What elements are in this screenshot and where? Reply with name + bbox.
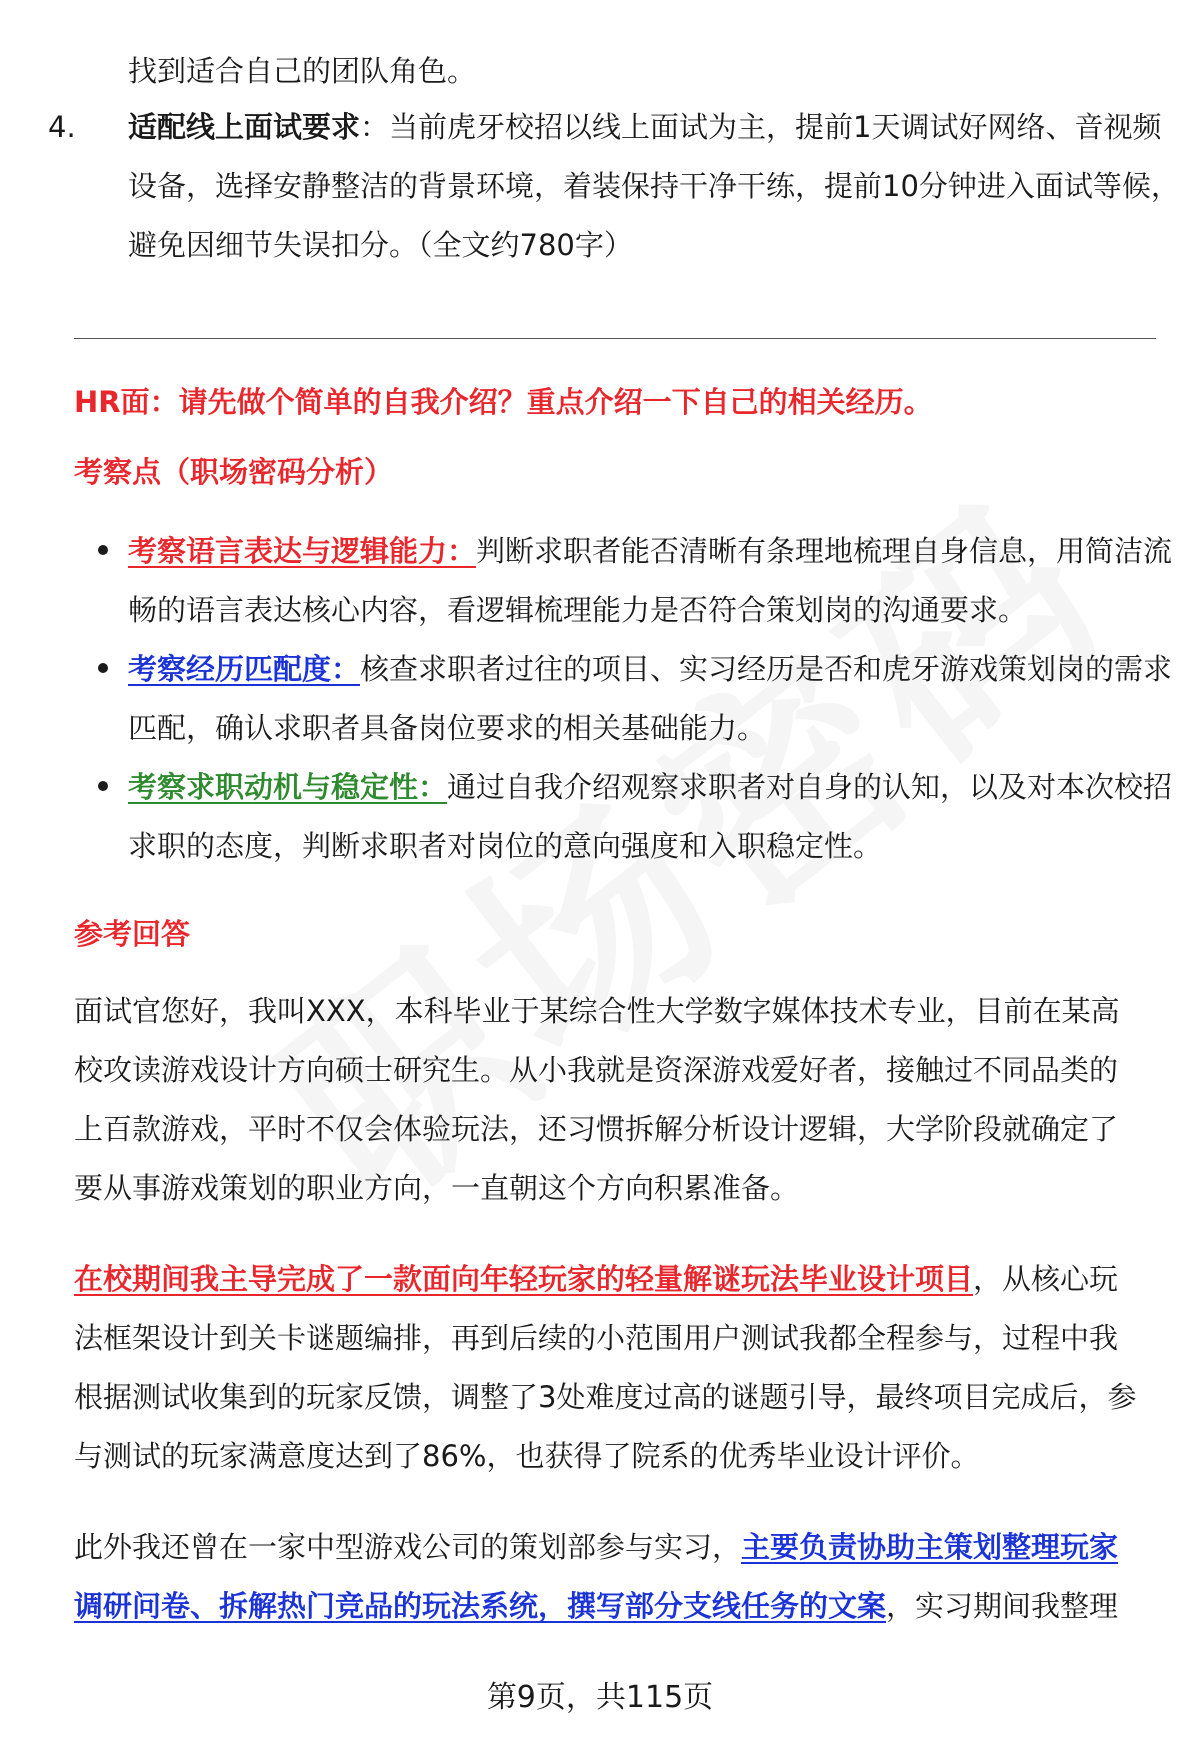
hr-question: HR面：请先做个简单的自我介绍？重点介绍一下自己的相关经历。 (74, 385, 933, 419)
assessment-point-1 (98, 522, 1174, 640)
answer-heading: 参考回答 (74, 917, 191, 951)
list-item-title: 适配线上面试要求 (128, 110, 361, 144)
point-title: 考察求职动机与稳定性： (128, 770, 448, 804)
highlight-text: 在校期间我主导完成了一款面向年轻玩家的轻量解谜玩法毕业设计项目 (74, 1262, 974, 1296)
answer-paragraph-3 (74, 1518, 1144, 1636)
answer-paragraph-2 (74, 1250, 1144, 1486)
point-title: 考察语言表达与逻辑能力： (128, 534, 477, 568)
bullet-icon (98, 545, 108, 555)
point-text: 判断求职者能否清晰有条理地梳理自身信息，用简洁流畅的语言表达核心内容，看逻辑梳理能力是否符合策划岗的沟通要求。 (128, 534, 1173, 627)
highlight-text: 主要负责协助主策划整理玩家调研问卷、拆解热门竞品的玩法系统，撰写部分支线任务的文案 (74, 1530, 1119, 1623)
assessment-point-2 (98, 640, 1174, 758)
divider (74, 338, 1156, 339)
page-footer: 第9页，共115页 (486, 1680, 714, 1715)
list-number: 4. (48, 110, 76, 144)
point-title: 考察经历匹配度： (128, 652, 361, 686)
intro-continuation: 找到适合自己的团队角色。 (128, 54, 477, 88)
answer-paragraph-1: 面试官您好，我叫XXX，本科毕业于某综合性大学数字媒体技术专业，目前在某高校攻读游戏设计方向硕士研究生。从小我就是资深游戏爱好者，接触过不同品类的上百款游戏，平时不仅会体验玩法，还习惯拆解分析设计逻辑，大学阶段就确定了要从事游戏策划的职业方向，一直朝这个方向积累准备。 (74, 994, 1120, 1205)
bullet-icon (98, 663, 108, 673)
paragraph-text: ，从核心玩法框架设计到关卡谜题编排，再到后续的小范围用户测试我都全程参与，过程中我根据测试收集到的玩家反馈，调整了3处难度过高的谜题引导，最终项目完成后，参与测试的玩家满意度达到了86%，也获得了院系的优秀毕业设计评价。 (74, 1262, 1137, 1473)
list-item-4 (48, 98, 1184, 275)
list-item-text: ：当前虎牙校招以线上面试为主，提前1天调试好网络、音视频设备，选择安静整洁的背景环境，着装保持干净干练，提前10分钟进入面试等候，避免因细节失误扣分。（全文约780字） (128, 110, 1180, 262)
point-text: 核查求职者过往的项目、实习经历是否和虎牙游戏策划岗的需求匹配，确认求职者具备岗位要求的相关基础能力。 (128, 652, 1173, 745)
paragraph-text-end: ，实习期间我整理 (886, 1589, 1119, 1623)
point-text: 通过自我介绍观察求职者对自身的认知，以及对本次校招求职的态度，判断求职者对岗位的意向强度和入职稳定性。 (128, 770, 1173, 863)
assessment-heading: 考察点（职场密码分析） (74, 455, 394, 489)
bullet-icon (98, 781, 108, 791)
paragraph-text: 此外我还曾在一家中型游戏公司的策划部参与实习， (74, 1530, 742, 1564)
assessment-point-3 (98, 758, 1174, 876)
